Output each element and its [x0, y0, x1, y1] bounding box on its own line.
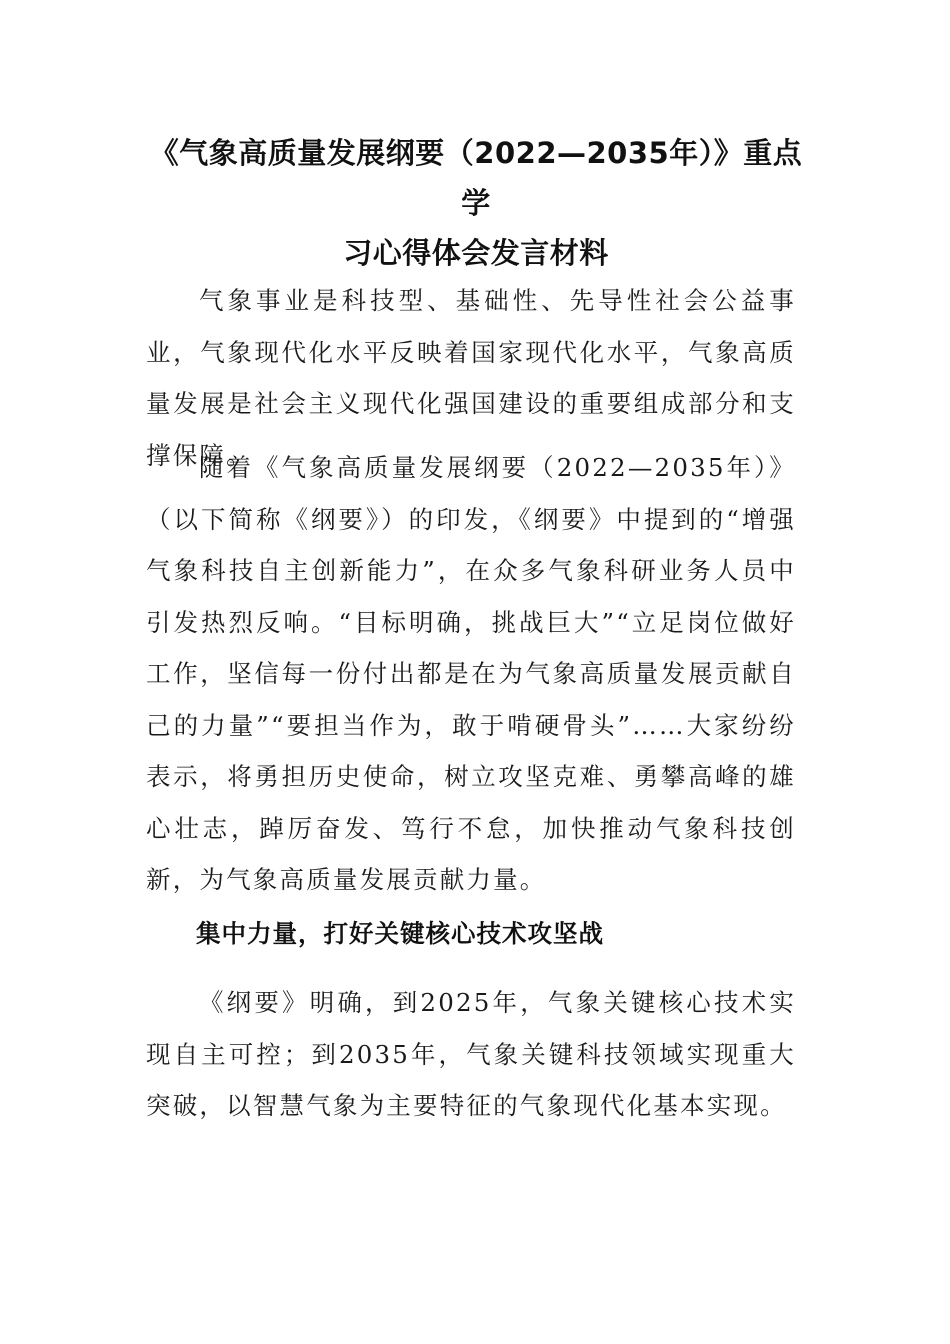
paragraph-reaction: 随着《气象高质量发展纲要（2022—2035年）》（以下简称《纲要》）的印发，《纲要》中提到的“增强气象科技自主创新能力”，在众多气象科研业务人员中引发热烈反响。“目标明确，挑战巨大”“立足岗位做好工作，坚信每一份付出都是在为气象高质量发展贡献自己的力量”“要担当作为，敢于啃硬骨头”……大家纷纷表示，将勇担历史使命，树立攻坚克难、勇攀高峰的雄心壮志，踔厉奋发、笃行不怠，加快推动气象科技创新，为气象高质量发展贡献力量。 — [146, 453, 796, 894]
section-heading: 集中力量，打好关键核心技术攻坚战 — [196, 919, 604, 948]
title-line-1: 《气象高质量发展纲要（2022—2035年）》重点学 — [149, 136, 803, 220]
paragraph-intro: 气象事业是科技型、基础性、先导性社会公益事业，气象现代化水平反映着国家现代化水平，气象高质量发展是社会主义现代化强国建设的重要组成部分和支撑保障。 — [146, 286, 796, 470]
document-title — [146, 128, 806, 278]
title-line-2: 习心得体会发言材料 — [343, 236, 609, 270]
paragraph-goals: 《纲要》明确，到2025年，气象关键核心技术实现自主可控；到2035年，气象关键科技领域实现重大突破，以智慧气象为主要特征的气象现代化基本实现。 — [146, 988, 796, 1120]
